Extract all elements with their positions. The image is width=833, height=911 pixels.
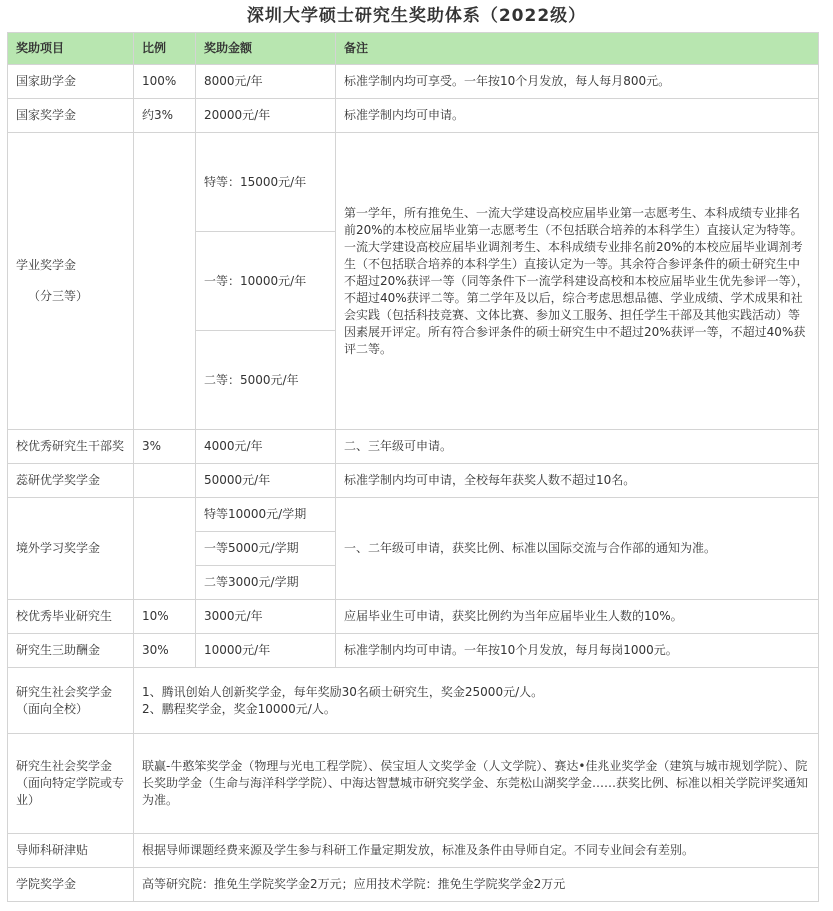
row-ratio: [134, 498, 196, 600]
table-row: [8, 834, 819, 868]
row-amount: 8000元/年: [196, 65, 336, 99]
row-name: 境外学习奖学金: [8, 498, 134, 600]
row-name: 研究生社会奖学金: [16, 759, 113, 773]
row-note-line: 2、鹏程奖学金，奖金10000元/人。: [142, 701, 336, 716]
tier-special: 特等：15000元/年: [196, 133, 336, 232]
table-row: [8, 99, 819, 133]
row-name: 学业奖学金: [16, 258, 77, 272]
row-name-sub: （分三等）: [28, 289, 89, 303]
table-row: [8, 868, 819, 902]
row-name-sub: （面向全校）: [16, 701, 89, 716]
row-name: 研究生社会奖学金: [16, 684, 113, 699]
row-note: 根据导师课题经费来源及学生参与科研工作量定期发放，标准及条件由导师自定。不同专业间会有差别。: [134, 834, 819, 868]
row-note: 第一学年，所有推免生、一流大学建设高校应届毕业第一志愿考生、本科成绩专业排名前20%的本校应届毕业第一志愿考生（不包括联合培养的本科学生）直接认定为特等。一流大学建设高校应届毕业调剂考生、本科成绩专业排名前20%的本校应届毕业调剂考生（不包括联合培养的本科学生）直接认定为一等。其余符合参评条件的硕士研究生中不超过20%获评一等（同等条件下一流学科建设高校和本校应届毕业生优先参评一等），不超过40%获评二等。第二学年及以后，综合考虑思想品德、学业成绩、学术成果和社会实践（包括科技竞赛、文体比赛、参加义工服务、担任学生干部及其他实践活动）等因素展开评定。所有符合参评条件的硕士研究生中不超过20%获评一等，不超过40%获评二等。: [336, 133, 819, 430]
row-name: 校优秀毕业研究生: [8, 600, 134, 634]
row-note: 应届毕业生可申请，获奖比例约为当年应届毕业生人数的10%。: [336, 600, 819, 634]
page-title: 深圳大学硕士研究生奖助体系（2022级）: [246, 6, 587, 26]
table-row: [8, 498, 819, 532]
row-note: 联赢-牛憨笨奖学金（物理与光电工程学院）、侯宝垣人文奖学金（人文学院）、赛达•佳兆业奖学金（建筑与城市规划学院）、院长奖助学金（生命与海洋科学学院）、中海达智慧城市研究奖学金、东莞松山湖奖学金……获奖比例、标准以相关学院评奖通知为准。: [134, 734, 819, 834]
row-name-sub: （面向特定学院或专业）: [16, 776, 125, 807]
row-note: 二、三年级可申请。: [336, 430, 819, 464]
row-note: 标准学制内均可申请，全校每年获奖人数不超过10名。: [336, 464, 819, 498]
row-amount: 10000元/年: [196, 634, 336, 668]
row-name: 蕊研优学奖学金: [8, 464, 134, 498]
header-item: 奖助项目: [8, 33, 134, 65]
table-row: [8, 430, 819, 464]
row-note: 标准学制内均可申请。: [336, 99, 819, 133]
table-row: [8, 634, 819, 668]
tier-second: 二等3000元/学期: [196, 566, 336, 600]
scholarship-table: [7, 32, 819, 902]
row-name: 国家奖学金: [8, 99, 134, 133]
tier-first: 一等5000元/学期: [196, 532, 336, 566]
row-note: 标准学制内均可申请。一年按10个月发放，每月每岗1000元。: [336, 634, 819, 668]
table-row: [8, 668, 819, 734]
table-row: [8, 600, 819, 634]
row-name: 研究生三助酬金: [8, 634, 134, 668]
header-note: 备注: [336, 33, 819, 65]
row-name-cell: [8, 734, 134, 834]
row-note: 高等研究院：推免生学院奖学金2万元；应用技术学院：推免生学院奖学金2万元: [134, 868, 819, 902]
row-ratio: 约3%: [134, 99, 196, 133]
tier-special: 特等10000元/学期: [196, 498, 336, 532]
row-note: 标准学制内均可享受。一年按10个月发放，每人每月800元。: [336, 65, 819, 99]
row-name: 导师科研津贴: [8, 834, 134, 868]
row-name: 学院奖学金: [8, 868, 134, 902]
row-ratio: 100%: [134, 65, 196, 99]
row-ratio: [134, 133, 196, 430]
row-name: 国家助学金: [8, 65, 134, 99]
row-ratio: 10%: [134, 600, 196, 634]
tier-second: 二等：5000元/年: [196, 331, 336, 430]
table-header-row: [8, 33, 819, 65]
row-amount: 3000元/年: [196, 600, 336, 634]
row-note: 一、二年级可申请，获奖比例、标准以国际交流与合作部的通知为准。: [336, 498, 819, 600]
row-name-cell: [8, 133, 134, 430]
row-name: 校优秀研究生干部奖: [8, 430, 134, 464]
row-ratio: 30%: [134, 634, 196, 668]
header-ratio: 比例: [134, 33, 196, 65]
tier-first: 一等：10000元/年: [196, 232, 336, 331]
row-amount: 50000元/年: [196, 464, 336, 498]
row-note-cell: [134, 668, 819, 734]
table-row: [8, 133, 819, 232]
row-note-line: 1、腾讯创始人创新奖学金，每年奖励30名硕士研究生，奖金25000元/人。: [142, 684, 544, 699]
table-row: [8, 65, 819, 99]
table-row: [8, 464, 819, 498]
row-name-cell: [8, 668, 134, 734]
row-ratio: 3%: [134, 430, 196, 464]
header-amount: 奖助金额: [196, 33, 336, 65]
table-row: [8, 734, 819, 834]
row-amount: 4000元/年: [196, 430, 336, 464]
row-ratio: [134, 464, 196, 498]
row-amount: 20000元/年: [196, 99, 336, 133]
